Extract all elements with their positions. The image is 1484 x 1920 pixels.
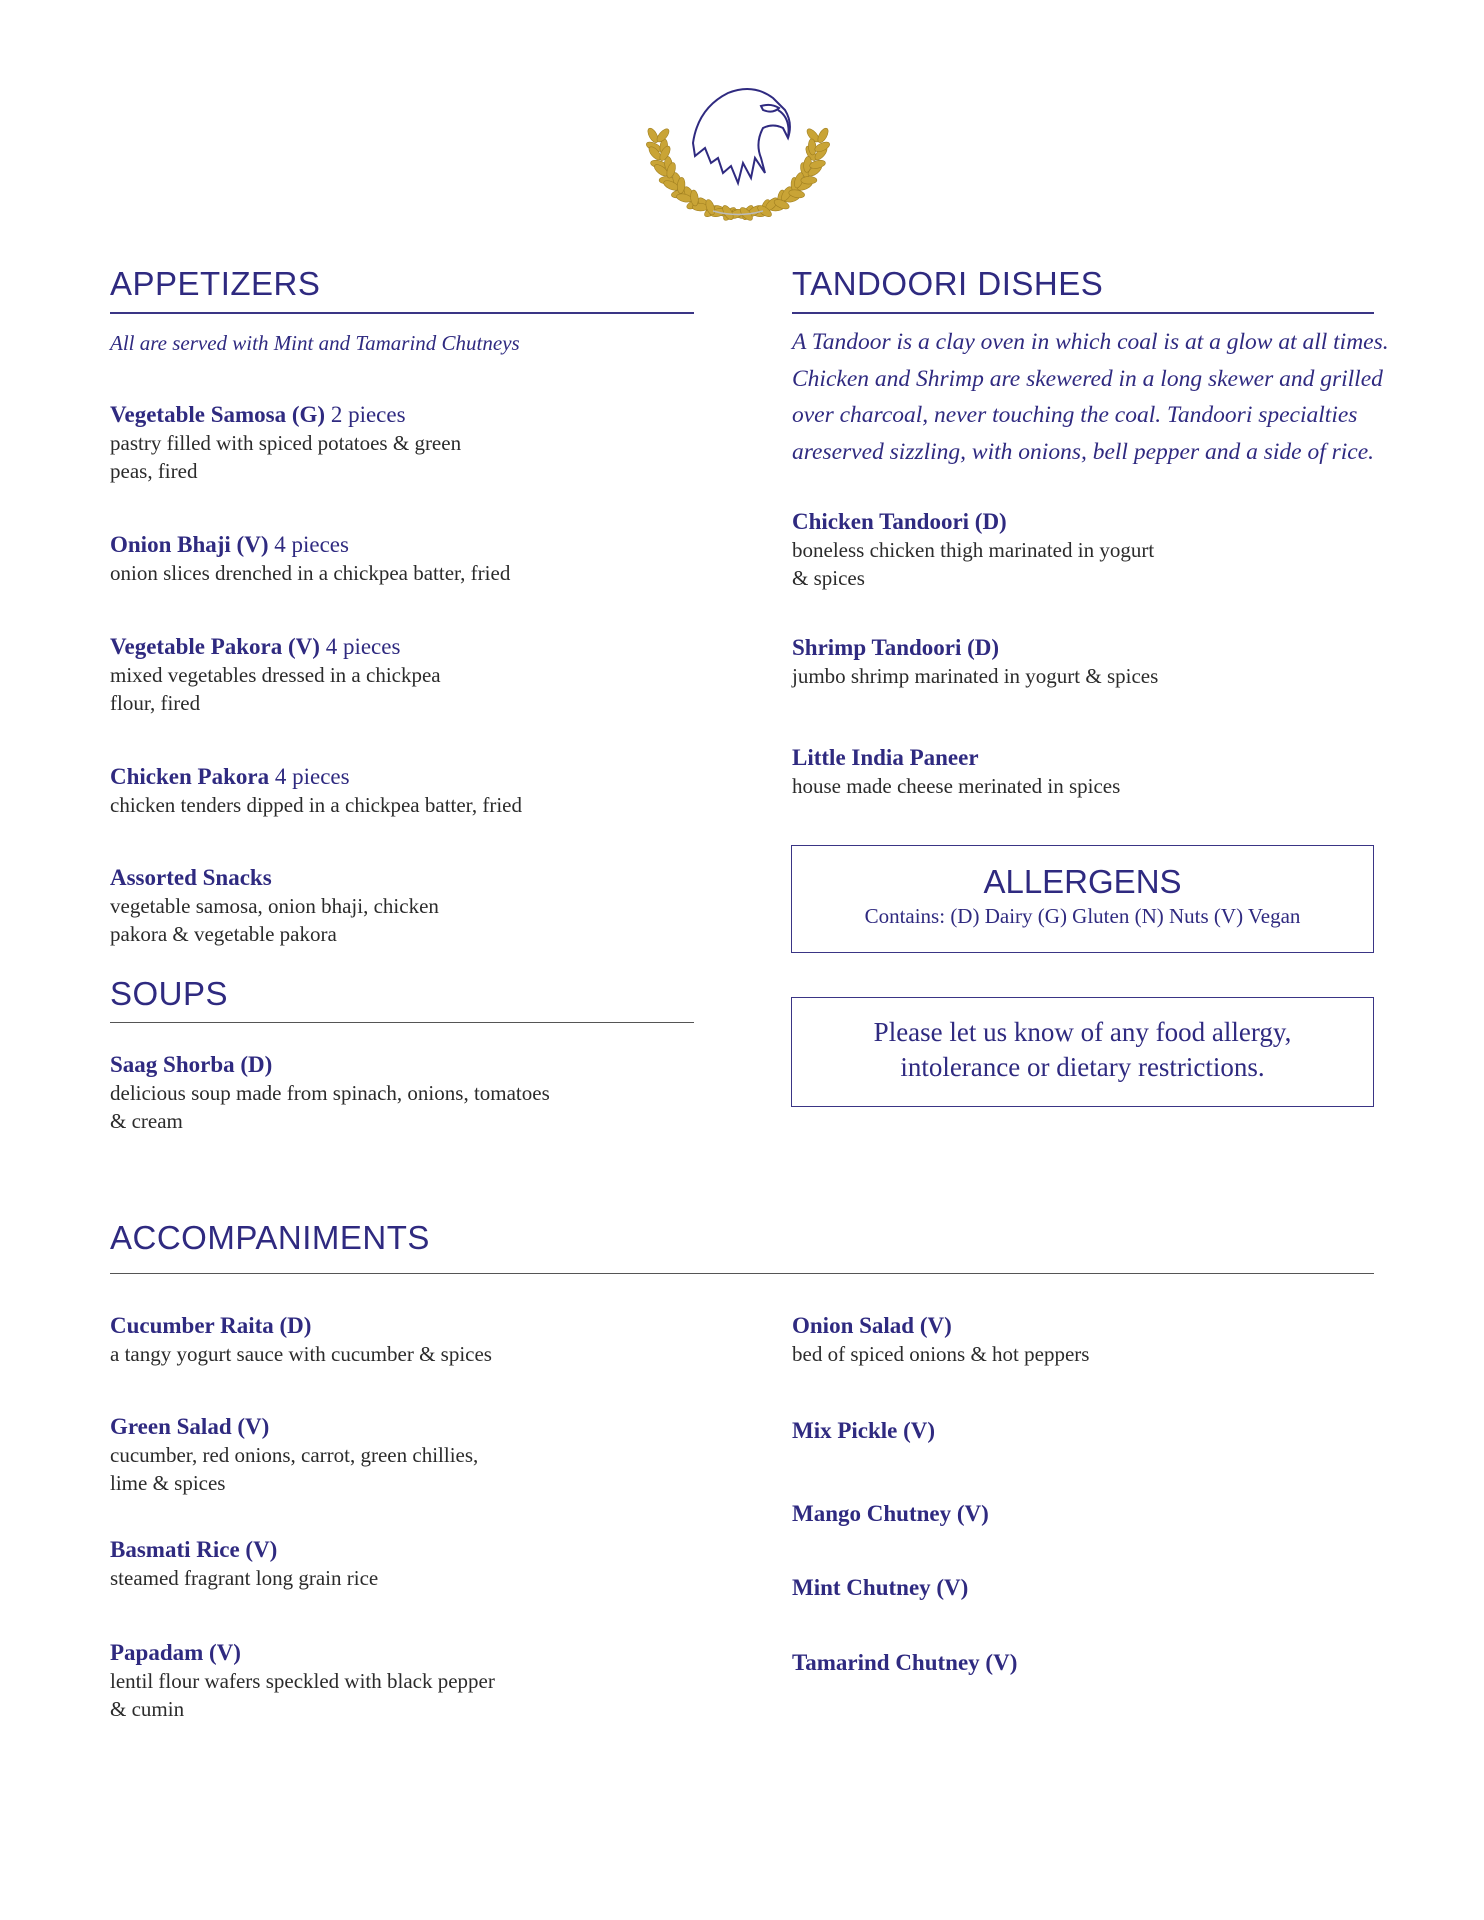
item-description: chicken tenders dipped in a chickpea batter, fried [110, 792, 522, 817]
item-description: vegetable samosa, onion bhaji, chicken [110, 893, 439, 918]
tandoori-divider [792, 312, 1374, 314]
note-line: over charcoal, never touching the coal. Tandoori specialties [792, 402, 1358, 428]
menu-item-title [110, 1050, 550, 1079]
menu-item-title [110, 1412, 478, 1441]
menu-item-title [792, 1311, 1089, 1340]
item-name: Tamarind Chutney (V) [792, 1649, 1018, 1675]
item-description: house made cheese merinated in spices [792, 773, 1121, 798]
item-description: onion slices drenched in a chickpea batter, fried [110, 560, 511, 585]
item-description: pakora & vegetable pakora [110, 922, 337, 946]
accompaniments-divider [110, 1273, 1374, 1274]
item-name: Mango Chutney (V) [792, 1500, 989, 1526]
item-description: steamed fragrant long grain rice [110, 1565, 379, 1590]
menu-item-title [792, 1648, 1017, 1677]
appetizers-note: All are served with Mint and Tamarind Chutneys [110, 331, 520, 355]
menu-item-title [792, 1416, 935, 1445]
item-description: lime & spices [110, 1471, 226, 1495]
tandoori-heading: TANDOORI DISHES [792, 265, 1104, 302]
item-name: Vegetable Samosa (G) [110, 401, 326, 427]
item-description: cucumber, red onions, carrot, green chillies, [110, 1442, 479, 1467]
notice-line: Please let us know of any food allergy, [873, 1017, 1292, 1047]
item-name: Chicken Pakora [110, 763, 270, 789]
menu-item [110, 632, 441, 718]
item-description: & spices [792, 566, 865, 590]
menu-item-title [110, 863, 439, 892]
item-name: Assorted Snacks [110, 864, 272, 890]
menu-item-title [110, 400, 461, 429]
item-name: Onion Salad (V) [792, 1312, 952, 1338]
menu-item-title [792, 507, 1154, 536]
menu-item-title [110, 1311, 492, 1340]
menu-item-title [792, 1499, 989, 1528]
allergy-notice-box [791, 997, 1374, 1107]
menu-item [792, 1573, 968, 1602]
item-quantity: 4 pieces [319, 633, 401, 659]
menu-item [110, 400, 461, 486]
laurel-leaf [801, 176, 817, 184]
menu-item [110, 1311, 492, 1369]
notice-line: intolerance or dietary restrictions. [900, 1052, 1265, 1082]
item-description: flour, fired [110, 691, 201, 715]
menu-item-title [792, 1573, 968, 1602]
item-description: delicious soup made from spinach, onions, tomatoes [110, 1080, 550, 1105]
menu-item [110, 1412, 478, 1498]
menu-item-title [792, 633, 1158, 662]
accompaniments-heading: ACCOMPANIMENTS [110, 1219, 430, 1256]
menu-item [110, 1050, 550, 1136]
item-description: lentil flour wafers speckled with black pepper [110, 1668, 495, 1693]
allergens-title: ALLERGENS [983, 863, 1182, 900]
item-name: Mint Chutney (V) [792, 1574, 969, 1600]
menu-item-title [792, 743, 1120, 772]
item-description: & cream [110, 1109, 183, 1133]
menu-item [792, 743, 1120, 801]
menu-item [792, 633, 1158, 691]
soups-divider [110, 1022, 694, 1023]
soups-heading: SOUPS [110, 975, 229, 1012]
menu-item-title [110, 1638, 495, 1667]
appetizers-heading: APPETIZERS [110, 265, 321, 302]
item-description: bed of spiced onions & hot peppers [792, 1341, 1090, 1366]
item-name: Saag Shorba (D) [110, 1051, 273, 1077]
item-description: a tangy yogurt sauce with cucumber & spices [110, 1341, 492, 1366]
item-name: Basmati Rice (V) [110, 1536, 278, 1562]
menu-item-title [110, 762, 522, 791]
item-description: pastry filled with spiced potatoes & green [110, 430, 462, 455]
item-name: Cucumber Raita (D) [110, 1312, 312, 1338]
note-line: A Tandoor is a clay oven in which coal is at a glow at all times. [792, 329, 1389, 355]
item-name: Little India Paneer [792, 744, 979, 770]
item-quantity: 2 pieces [325, 401, 406, 427]
item-name: Green Salad (V) [110, 1413, 270, 1439]
menu-item [792, 1311, 1089, 1369]
item-quantity: 4 pieces [268, 531, 349, 557]
note-line: Chicken and Shrimp are skewered in a long skewer and grilled [792, 365, 1383, 392]
menu-item [792, 1416, 935, 1445]
menu-item [792, 1499, 989, 1528]
menu-item [110, 1535, 378, 1593]
item-name: Shrimp Tandoori (D) [792, 634, 1000, 660]
item-quantity: 4 pieces [269, 763, 350, 789]
item-name: Papadam (V) [110, 1639, 241, 1665]
menu-item-title [110, 530, 510, 559]
item-name: Mix Pickle (V) [792, 1417, 936, 1443]
item-description: & cumin [110, 1697, 185, 1721]
allergens-box [791, 845, 1374, 953]
menu-item [110, 863, 439, 949]
item-name: Vegetable Pakora (V) [110, 633, 320, 659]
item-description: jumbo shrimp marinated in yogurt & spices [792, 663, 1159, 688]
allergens-contains: Contains: (D) Dairy (G) Gluten (N) Nuts (V) Vegan [864, 904, 1301, 928]
item-description: boneless chicken thigh marinated in yogurt [792, 537, 1155, 562]
menu-item [110, 530, 510, 588]
item-name: Onion Bhaji (V) [110, 531, 269, 557]
eagle-laurel-logo [643, 48, 833, 224]
item-description: mixed vegetables dressed in a chickpea [110, 662, 441, 687]
menu-item [792, 507, 1154, 593]
menu-item-title [110, 632, 441, 661]
menu-item [110, 762, 522, 820]
appetizers-divider [110, 312, 694, 314]
item-name: Chicken Tandoori (D) [792, 508, 1007, 534]
note-line: areserved sizzling, with onions, bell pepper and a side of rice. [792, 438, 1375, 465]
tandoori-note [792, 324, 1389, 470]
menu-item [110, 1638, 495, 1724]
item-description: peas, fired [110, 459, 198, 483]
menu-item-title [110, 1535, 378, 1564]
menu-item [792, 1648, 1017, 1677]
